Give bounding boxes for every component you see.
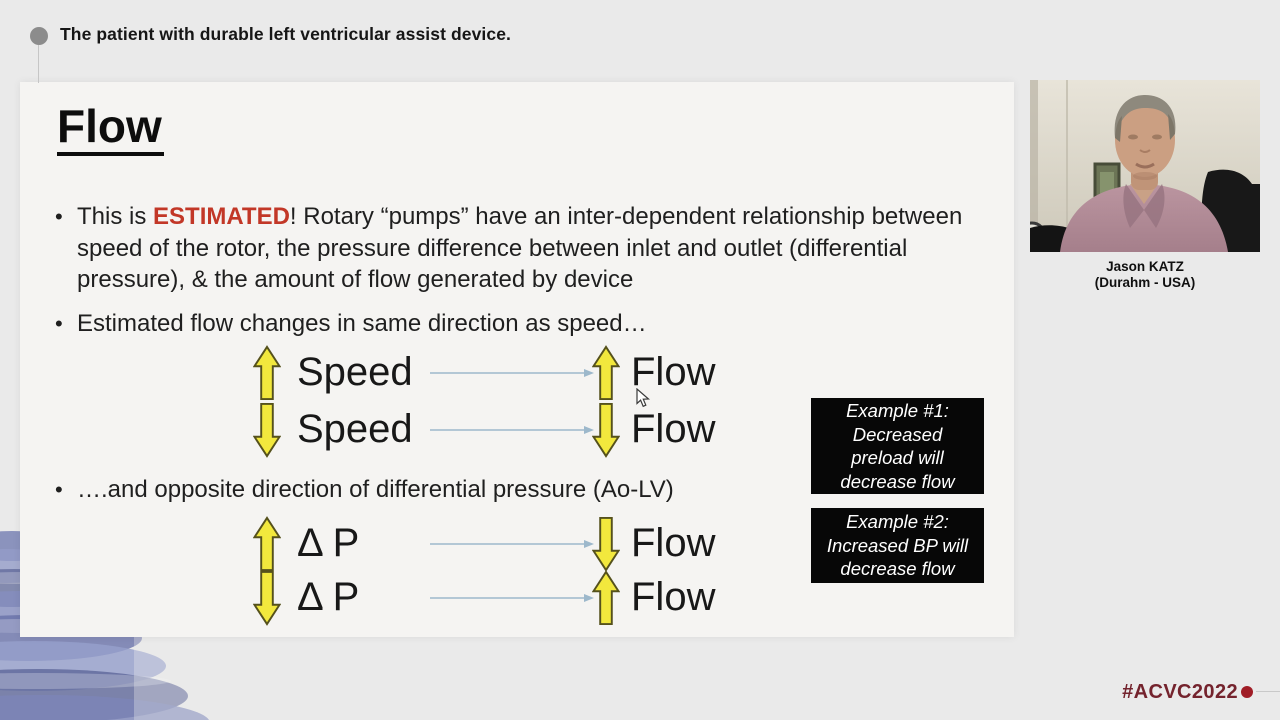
connector-arrow-icon	[428, 423, 598, 441]
relation-row-speed-up	[20, 345, 1014, 401]
presentation-slide	[20, 82, 1014, 637]
relation-left-label: Speed	[297, 350, 413, 394]
example-box-1	[811, 398, 984, 494]
connector-arrow-icon	[428, 591, 598, 609]
example-line: Example #1:	[846, 400, 949, 421]
speaker-name: Jason KATZ	[1106, 259, 1184, 274]
bullet-marker: •	[55, 204, 63, 229]
bullet-same-direction	[55, 308, 969, 340]
hashtag-dot-icon	[1241, 686, 1253, 698]
bullet2-text: Estimated flow changes in same direction as speed…	[77, 310, 647, 337]
block-arrow-icon	[253, 345, 281, 401]
bullet-estimated	[55, 201, 969, 296]
bullet-marker: •	[55, 477, 63, 502]
relation-left-label: Speed	[297, 407, 413, 451]
example-line: Example #2:	[846, 511, 949, 533]
speaker-caption	[1030, 259, 1260, 291]
bullet1-pre: This is	[77, 203, 154, 230]
event-hashtag: #ACVC2022	[1122, 681, 1238, 703]
speaker-location: (Durahm - USA)	[1094, 275, 1196, 290]
relation-right-label: Flow	[631, 350, 716, 394]
hashtag-line	[1256, 691, 1280, 692]
relation-left-label: Δ P	[297, 575, 360, 619]
relation-left-label: Δ P	[297, 521, 360, 565]
example-line: preload will	[851, 447, 944, 468]
session-title: The patient with durable left ventricular assist device.	[60, 24, 512, 44]
example-line: decrease flow	[840, 470, 955, 492]
connector-arrow-icon	[428, 537, 598, 555]
timeline-connector-line	[38, 45, 39, 83]
connector-arrow-icon	[428, 366, 598, 384]
speaker-avatar	[1030, 80, 1260, 252]
mouse-cursor-icon	[636, 388, 650, 413]
block-arrow-icon	[592, 570, 620, 626]
bullet-marker: •	[55, 311, 63, 336]
example-line: Increased BP will	[826, 534, 969, 556]
slide-title: Flow	[57, 102, 164, 156]
relation-right-label: Flow	[631, 575, 716, 619]
example-line: decrease flow	[840, 558, 955, 580]
block-arrow-icon	[253, 570, 281, 626]
block-arrow-icon	[592, 345, 620, 401]
relation-right-label: Flow	[631, 521, 716, 565]
relation-right-label: Flow	[631, 407, 716, 451]
block-arrow-icon	[592, 516, 620, 572]
webcam-video	[1030, 80, 1260, 252]
example-box-2	[811, 508, 984, 583]
block-arrow-icon	[253, 402, 281, 458]
bullet1-highlight: ESTIMATED	[153, 203, 290, 230]
block-arrow-icon	[253, 516, 281, 572]
example-line: Decreased	[852, 423, 943, 445]
bullet3-text: ….and opposite direction of differential pressure (Ao-LV)	[77, 476, 674, 503]
bullet1-post: ! Rotary “pumps” have an inter-dependent relationship between speed of the rotor, the pressure difference between inlet and outlet (differential pressure), & the amount of flow generated by device	[77, 203, 963, 294]
block-arrow-icon	[592, 402, 620, 458]
agenda-bullet-dot	[30, 27, 48, 45]
